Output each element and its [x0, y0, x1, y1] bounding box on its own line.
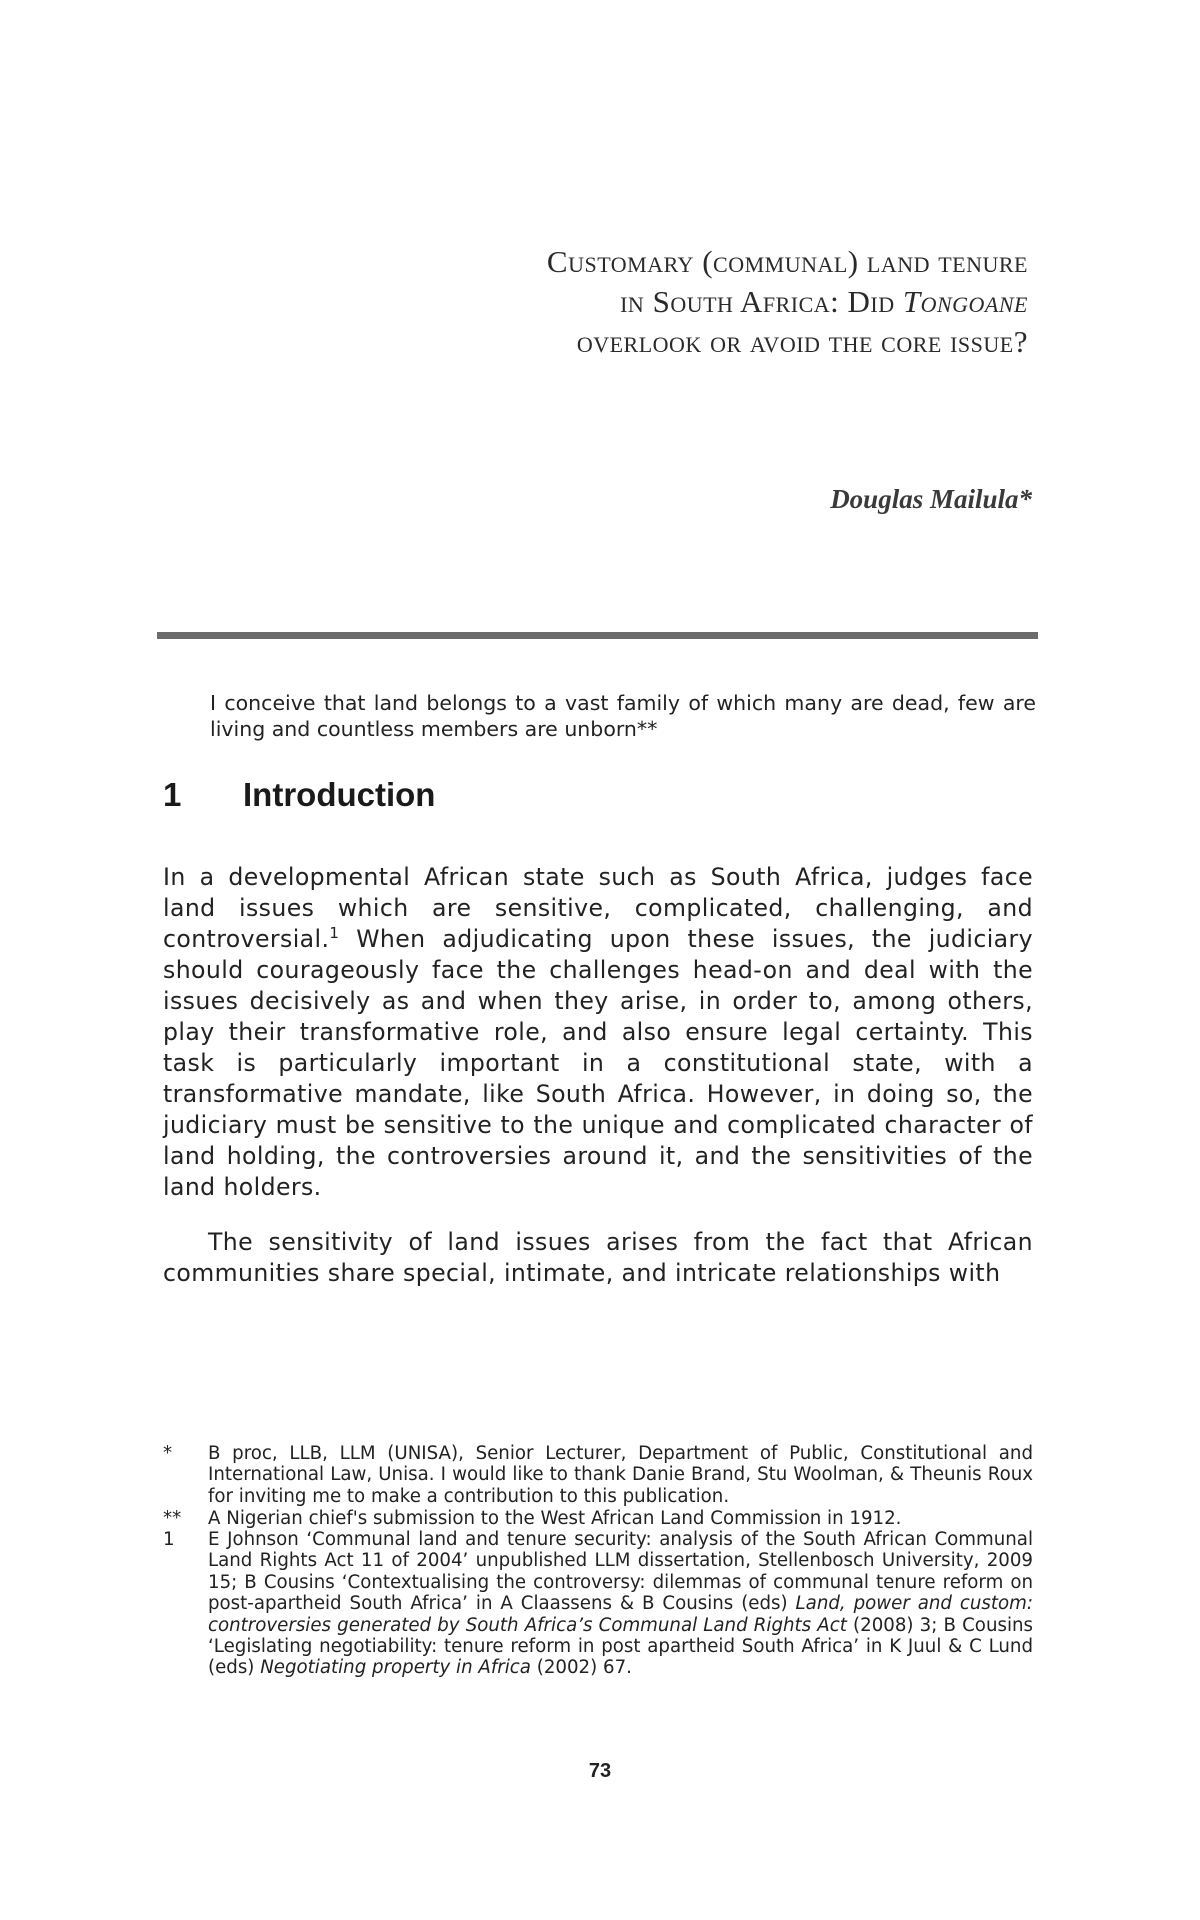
footnote-mark: * [163, 1443, 173, 1464]
footnote-text-part: (2002) 67. [530, 1657, 632, 1679]
paragraph-2: The sensitivity of land issues arises from the fact that African communities share special, intimate, and intricate relationships with [163, 1228, 1033, 1287]
title-line-2-prefix: in South Africa: Did [620, 284, 903, 319]
author-name: Douglas Mailula* [830, 484, 1032, 514]
footnote-text: A Nigerian chief's submission to the West African Land Commission in 1912. [208, 1508, 902, 1529]
footnote-book-title: Negotiating property in Africa [260, 1657, 531, 1679]
footnote-mark: ** [163, 1508, 182, 1529]
footnote-ref-1[interactable]: 1 [329, 924, 340, 943]
title-line-3: overlook or avoid the core issue? [576, 324, 1028, 359]
paragraph-1 [163, 862, 1033, 1203]
footnote-epigraph [163, 1508, 1033, 1529]
footnote-1 [163, 1529, 1033, 1679]
footnote-text-part: E Johnson ‘Communal land and tenure security: analysis of the South African Communal Land Rights Act 11 of 2004’ unpublished LLM dissertation, Stellenbosch University, 2009 15; B Cousins ‘Contextualising the controversy: dilemmas of communal tenure reform on post-apartheid South Africa’ in A Claassens & B Cousins (eds) [208, 1529, 1033, 1615]
section-number: 1 [163, 776, 182, 813]
title-line-2 [547, 282, 1028, 322]
footnote-text [208, 1529, 1033, 1679]
title-line-1: Customary (communal) land tenure [546, 244, 1028, 279]
page-number: 73 [588, 1760, 612, 1782]
title-case-name: Tongoane [902, 284, 1028, 319]
article-title [547, 242, 1028, 362]
footnote-book-title: Land, power and custom: controversies generated by South Africa’s Communal Land Rights Act [208, 1593, 1033, 1636]
divider-rule [157, 632, 1038, 639]
section-heading [163, 776, 435, 814]
footnote-text: B proc, LLB, LLM (UNISA), Senior Lecturer, Department of Public, Constitutional and International Law, Unisa. I would like to thank Danie Brand, Stu Woolman, & Theunis Roux for inviting me to make a contribution to this publication. [208, 1443, 1033, 1507]
footnote-mark: 1 [163, 1529, 175, 1550]
paragraph-1-text-b: When adjudicating upon these issues, the judiciary should courageously face the challenges head-on and deal with the issues decisively as and when they arise, in order to, among others, play their transformative role, and also ensure legal certainty. This task is particularly important in a constitutional state, with a transformative mandate, like South Africa. However, in doing so, the judiciary must be sensitive to the unique and complicated character of land holding, the controversies around it, and the sensitivities of the land holders. [163, 925, 1033, 1201]
section-title: Introduction [243, 776, 436, 813]
footnote-author [163, 1443, 1033, 1507]
footnote-text-part: (2008) 3; B Cousins ‘Legislating negotiability: tenure reform in post apartheid South Africa’ in K Juul & C Lund (eds) [208, 1614, 1033, 1679]
epigraph: I conceive that land belongs to a vast family of which many are dead, few are living and countless members are unborn** [210, 691, 1036, 741]
paragraph-1-text-a: In a developmental African state such as South Africa, judges face land issues which are sensitive, complicated, challenging, and controversial. [163, 863, 1033, 953]
